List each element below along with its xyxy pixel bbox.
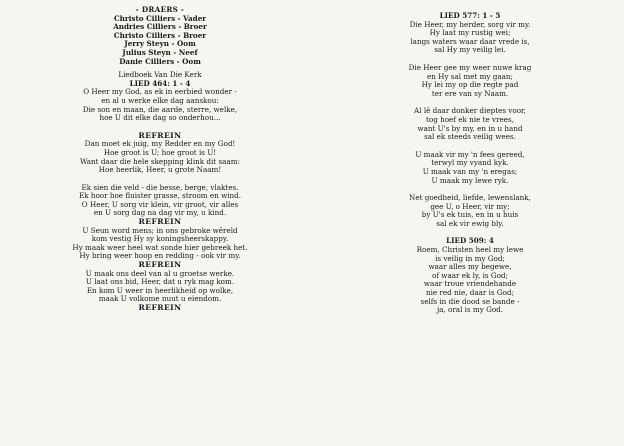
verse-line: want U's by my, en in u hand	[417, 123, 523, 133]
verse-line: tog hoef ek nie te vrees,	[425, 114, 515, 124]
verse-line: en Hy sal met my gaan;	[427, 71, 513, 81]
verse-line: Al lê daar donker dieptes voor,	[414, 106, 526, 116]
verse-line: Hy lei my op die regte pad	[421, 80, 519, 90]
verse-line: maak U volkome nuut u eiendom.	[98, 294, 222, 304]
verse-line: gee U, o Heer, vir my;	[430, 201, 510, 211]
verse-line: U Seun word mens; in ons gebroke wêreld	[82, 225, 238, 235]
left-column	[10, 6, 310, 313]
verse-line: is veilig in my God;	[435, 253, 505, 263]
verse-line: kom vestig Hy sy koningsheerskappy.	[91, 234, 229, 244]
verse-line: Roem, Christen heel my lewe	[416, 245, 524, 255]
hymn-reference: LIED 577: 1 - 5	[439, 11, 501, 20]
verse-line: Ek sien die veld - die besse, berge, vlaktes.	[81, 182, 239, 192]
verse-line: langs waters waar daar vrede is,	[410, 36, 530, 46]
verse-line: U maak van my 'n eregas;	[422, 166, 518, 176]
verse-line: nie red nie, daar is God;	[425, 288, 515, 298]
refrein-label: REFREIN	[138, 303, 182, 312]
verse-line: U maak vir my 'n fees gereed,	[415, 149, 525, 159]
verse-line: Die son en maan, die aarde, sterre, welke,	[82, 104, 238, 114]
verse-line: Hy maak weer heel wat sonde hier gebreek het.	[72, 242, 248, 252]
verse-line: Die Heer, my herder, sorg vir my.	[409, 19, 531, 29]
verse-line: Ek hoor hoe fluister grasse, stroom en wind.	[78, 191, 242, 201]
verse-line: sal ek steeds veilig wees.	[424, 132, 516, 142]
draer-name: Andries Cilliers - Broer	[113, 22, 207, 32]
verse-line: Hy laat my rustig wei;	[429, 28, 511, 38]
verse-line: waar troue vriendehande	[423, 279, 517, 289]
verse-line: O Heer my God, as ek in eerbied wonder -	[83, 87, 237, 97]
draer-name: Danie Cilliers - Oom	[119, 56, 201, 66]
verse-line: selfs in die dood se bande -	[420, 296, 520, 306]
hymn-reference: LIED 464: 1 - 4	[129, 78, 191, 88]
verse-line: Die Heer gee my weer nuwe krag	[408, 62, 532, 72]
refrein-label: REFREIN	[138, 260, 182, 270]
draer-name: Christo Cilliers - Broer	[113, 30, 207, 40]
draers-title: - DRAERS -	[135, 5, 185, 14]
refrein-label: REFREIN	[138, 217, 182, 227]
refrein-label: REFREIN	[138, 130, 182, 140]
verse-line: ter ere van sy Naam.	[431, 88, 509, 98]
verse-line: hoe U dit elke dag so onderhou...	[99, 113, 221, 123]
draer-name: Christo Cilliers - Vader	[113, 13, 207, 23]
verse-line: waar alles my begewe,	[428, 262, 512, 272]
verse-line: O Heer, U sorg vir klein, vir groot, vir alles	[81, 199, 239, 209]
verse-line: U maak my lewe ryk.	[431, 175, 509, 185]
liedboek-title: Liedboek Van Die Kerk	[118, 70, 202, 80]
hymn-reference: LIED 509: 4	[446, 236, 494, 246]
draer-name: Julius Steyn - Neef	[122, 47, 198, 57]
verse-line: en al u werke elke dag aanskou:	[101, 95, 219, 105]
verse-line: terwyl my vyand kyk.	[431, 158, 509, 168]
verse-line: of waar ek ly, is God;	[432, 270, 508, 280]
verse-line: En kom U weer in heerlikheid op wolke,	[86, 285, 234, 295]
verse-line: U maak ons deel van al u groetse werke.	[85, 268, 235, 278]
refrein-line: Hoe groot is U; hoe groot is U!	[103, 147, 217, 157]
draer-name: Jerry Steyn - Oom	[124, 39, 196, 49]
verse-line: ja, oral is my God.	[436, 305, 504, 315]
refrein-line: Want daar die hele skepping klink dit saam:	[79, 156, 240, 166]
right-column	[320, 12, 620, 315]
verse-line: Net goedheid, liefde, lewenslank,	[409, 193, 531, 203]
verse-line: en U sorg dag na dag vir my, u kind.	[93, 208, 227, 218]
refrein-line: Dan moet ek juig, my Redder en my God!	[84, 139, 236, 149]
refrein-line: Hoe heerlik, Heer, u grote Naam!	[98, 165, 222, 175]
verse-line: sal ek vir ewig bly.	[436, 218, 504, 228]
verse-line: sal Hy my veilig lei.	[434, 45, 506, 55]
verse-line: U laat ons bid, Heer, dat u ryk mag kom.	[85, 277, 235, 287]
verse-line: by U's ek tuis, en in u huis	[421, 210, 519, 220]
verse-line: Hy bring weer hoop en redding - ook vir my.	[79, 251, 241, 261]
